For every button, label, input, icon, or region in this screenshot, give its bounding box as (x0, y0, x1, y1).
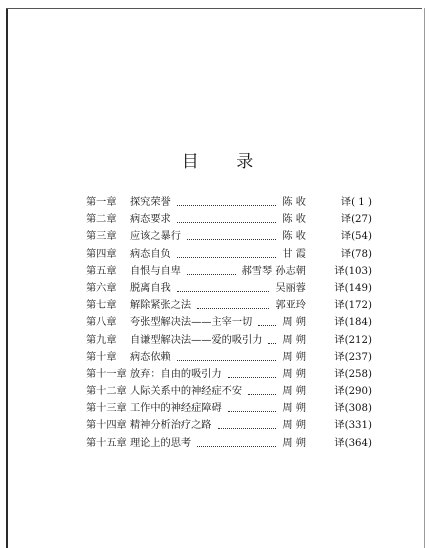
toc-chapter-title: 应该之暴行 (130, 231, 181, 243)
toc-leader-dots (248, 383, 276, 395)
toc-chapter-number: 第一章 (86, 197, 117, 208)
toc-leader-dots (177, 211, 276, 223)
toc-entry (86, 435, 374, 452)
toc-entry (86, 417, 374, 434)
toc-page-number: 译(54) (340, 231, 372, 243)
toc-translator: 郭亚玲 (275, 300, 306, 312)
toc-chapter-title: 精神分析治疗之路 (130, 420, 212, 432)
toc-translator: 周 朔 (282, 334, 306, 346)
toc-entry (86, 297, 374, 314)
toc-page-number: 译(331) (334, 420, 372, 432)
toc-entry (86, 332, 374, 349)
toc-chapter-title: 夸张型解决法——主宰一切 (130, 317, 253, 329)
toc-chapter-number: 第二章 (86, 214, 117, 226)
toc-entry (86, 194, 374, 211)
toc-chapter-number: 第九章 (86, 334, 117, 346)
toc-chapter-title: 病态依赖 (130, 351, 171, 363)
page-edge-top (6, 8, 422, 9)
toc-chapter-title: 放弃：自由的吸引力 (130, 368, 222, 380)
toc-translator: 陈 收 (282, 197, 306, 208)
toc-translator: 周 朔 (282, 403, 306, 415)
toc-chapter-title: 自恨与自卑 (130, 265, 181, 277)
toc-translator: 陈 收 (282, 214, 306, 226)
toc-chapter-number: 第三章 (86, 231, 117, 243)
toc-page-number: 译(78) (340, 248, 372, 260)
toc-leader-dots (258, 314, 276, 326)
toc-chapter-title: 人际关系中的神经症不安 (130, 386, 243, 398)
toc-leader-dots (177, 246, 276, 258)
toc-page-number: 译(103) (334, 265, 372, 277)
toc-chapter-title: 病态要求 (130, 214, 171, 226)
toc-page-number: 译(212) (334, 334, 372, 346)
toc-entry (86, 211, 374, 228)
toc-leader-dots (177, 194, 276, 206)
toc-page-number: 译(258) (334, 368, 372, 380)
toc-chapter-number: 第七章 (86, 300, 117, 312)
toc-translator: 周 朔 (282, 386, 306, 398)
toc-entry (86, 246, 374, 263)
toc-entry (86, 383, 374, 400)
toc-chapter-number: 第十二章 (86, 386, 127, 398)
toc-entry (86, 280, 374, 297)
toc-page-number: 译(237) (334, 351, 372, 363)
toc-page-number: 译(27) (340, 214, 372, 226)
toc-chapter-number: 第六章 (86, 282, 117, 294)
toc-chapter-number: 第十三章 (86, 403, 127, 415)
toc-page-number: 译(364) (334, 437, 372, 449)
toc-chapter-title: 理论上的思考 (130, 437, 192, 449)
toc-chapter-title: 工作中的神经症障碍 (130, 403, 222, 415)
toc-page-number: 译(290) (334, 386, 372, 398)
toc-translator: 陈 收 (282, 231, 306, 243)
toc-translator: 周 朔 (282, 317, 306, 329)
toc-leader-dots (218, 417, 276, 429)
toc-leader-dots (228, 400, 276, 412)
table-of-contents (86, 194, 374, 452)
toc-chapter-number: 第八章 (86, 317, 117, 329)
page-edge-left (6, 8, 8, 548)
toc-page-number: 译(172) (334, 300, 372, 312)
toc-translator: 周 朔 (282, 437, 306, 449)
toc-chapter-title: 自谦型解决法——爱的吸引力 (130, 334, 263, 346)
toc-page-number: 译(149) (334, 282, 372, 294)
toc-entry (86, 228, 374, 245)
toc-entry (86, 349, 374, 366)
toc-translator: 周 朔 (282, 420, 306, 432)
toc-chapter-number: 第四章 (86, 248, 117, 260)
toc-chapter-number: 第十四章 (86, 420, 127, 432)
toc-page-number: 译( 1 ) (340, 197, 372, 208)
toc-translator: 郝雪琴 孙志朝 (241, 265, 306, 277)
toc-translator: 甘 霞 (282, 248, 306, 260)
toc-leader-dots (177, 280, 269, 292)
toc-leader-dots (177, 349, 276, 361)
toc-chapter-number: 第十一章 (86, 368, 127, 380)
toc-chapter-title: 病态自负 (130, 248, 171, 260)
toc-entry (86, 263, 374, 280)
toc-chapter-number: 第十章 (86, 351, 117, 363)
toc-chapter-number: 第十五章 (86, 437, 127, 449)
toc-entry (86, 314, 374, 331)
toc-entry (86, 400, 374, 417)
page-edge-right (424, 8, 425, 548)
toc-chapter-number: 第五章 (86, 265, 117, 277)
toc-translator: 吴丽蓉 (275, 282, 306, 294)
toc-leader-dots (197, 297, 269, 309)
toc-page-number: 译(184) (334, 317, 372, 329)
toc-page-number: 译(308) (334, 403, 372, 415)
toc-translator: 周 朔 (282, 351, 306, 363)
toc-entry (86, 366, 374, 383)
page-title: 目 录 (181, 152, 270, 172)
toc-leader-dots (197, 435, 276, 447)
toc-leader-dots (268, 332, 276, 344)
toc-leader-dots (187, 228, 276, 240)
toc-leader-dots (228, 366, 276, 378)
toc-chapter-title: 脱离自我 (130, 282, 171, 294)
toc-leader-dots (187, 263, 236, 275)
toc-translator: 周 朔 (282, 368, 306, 380)
toc-chapter-title: 解除紧张之法 (130, 300, 192, 312)
toc-chapter-title: 探究荣誉 (130, 197, 171, 208)
